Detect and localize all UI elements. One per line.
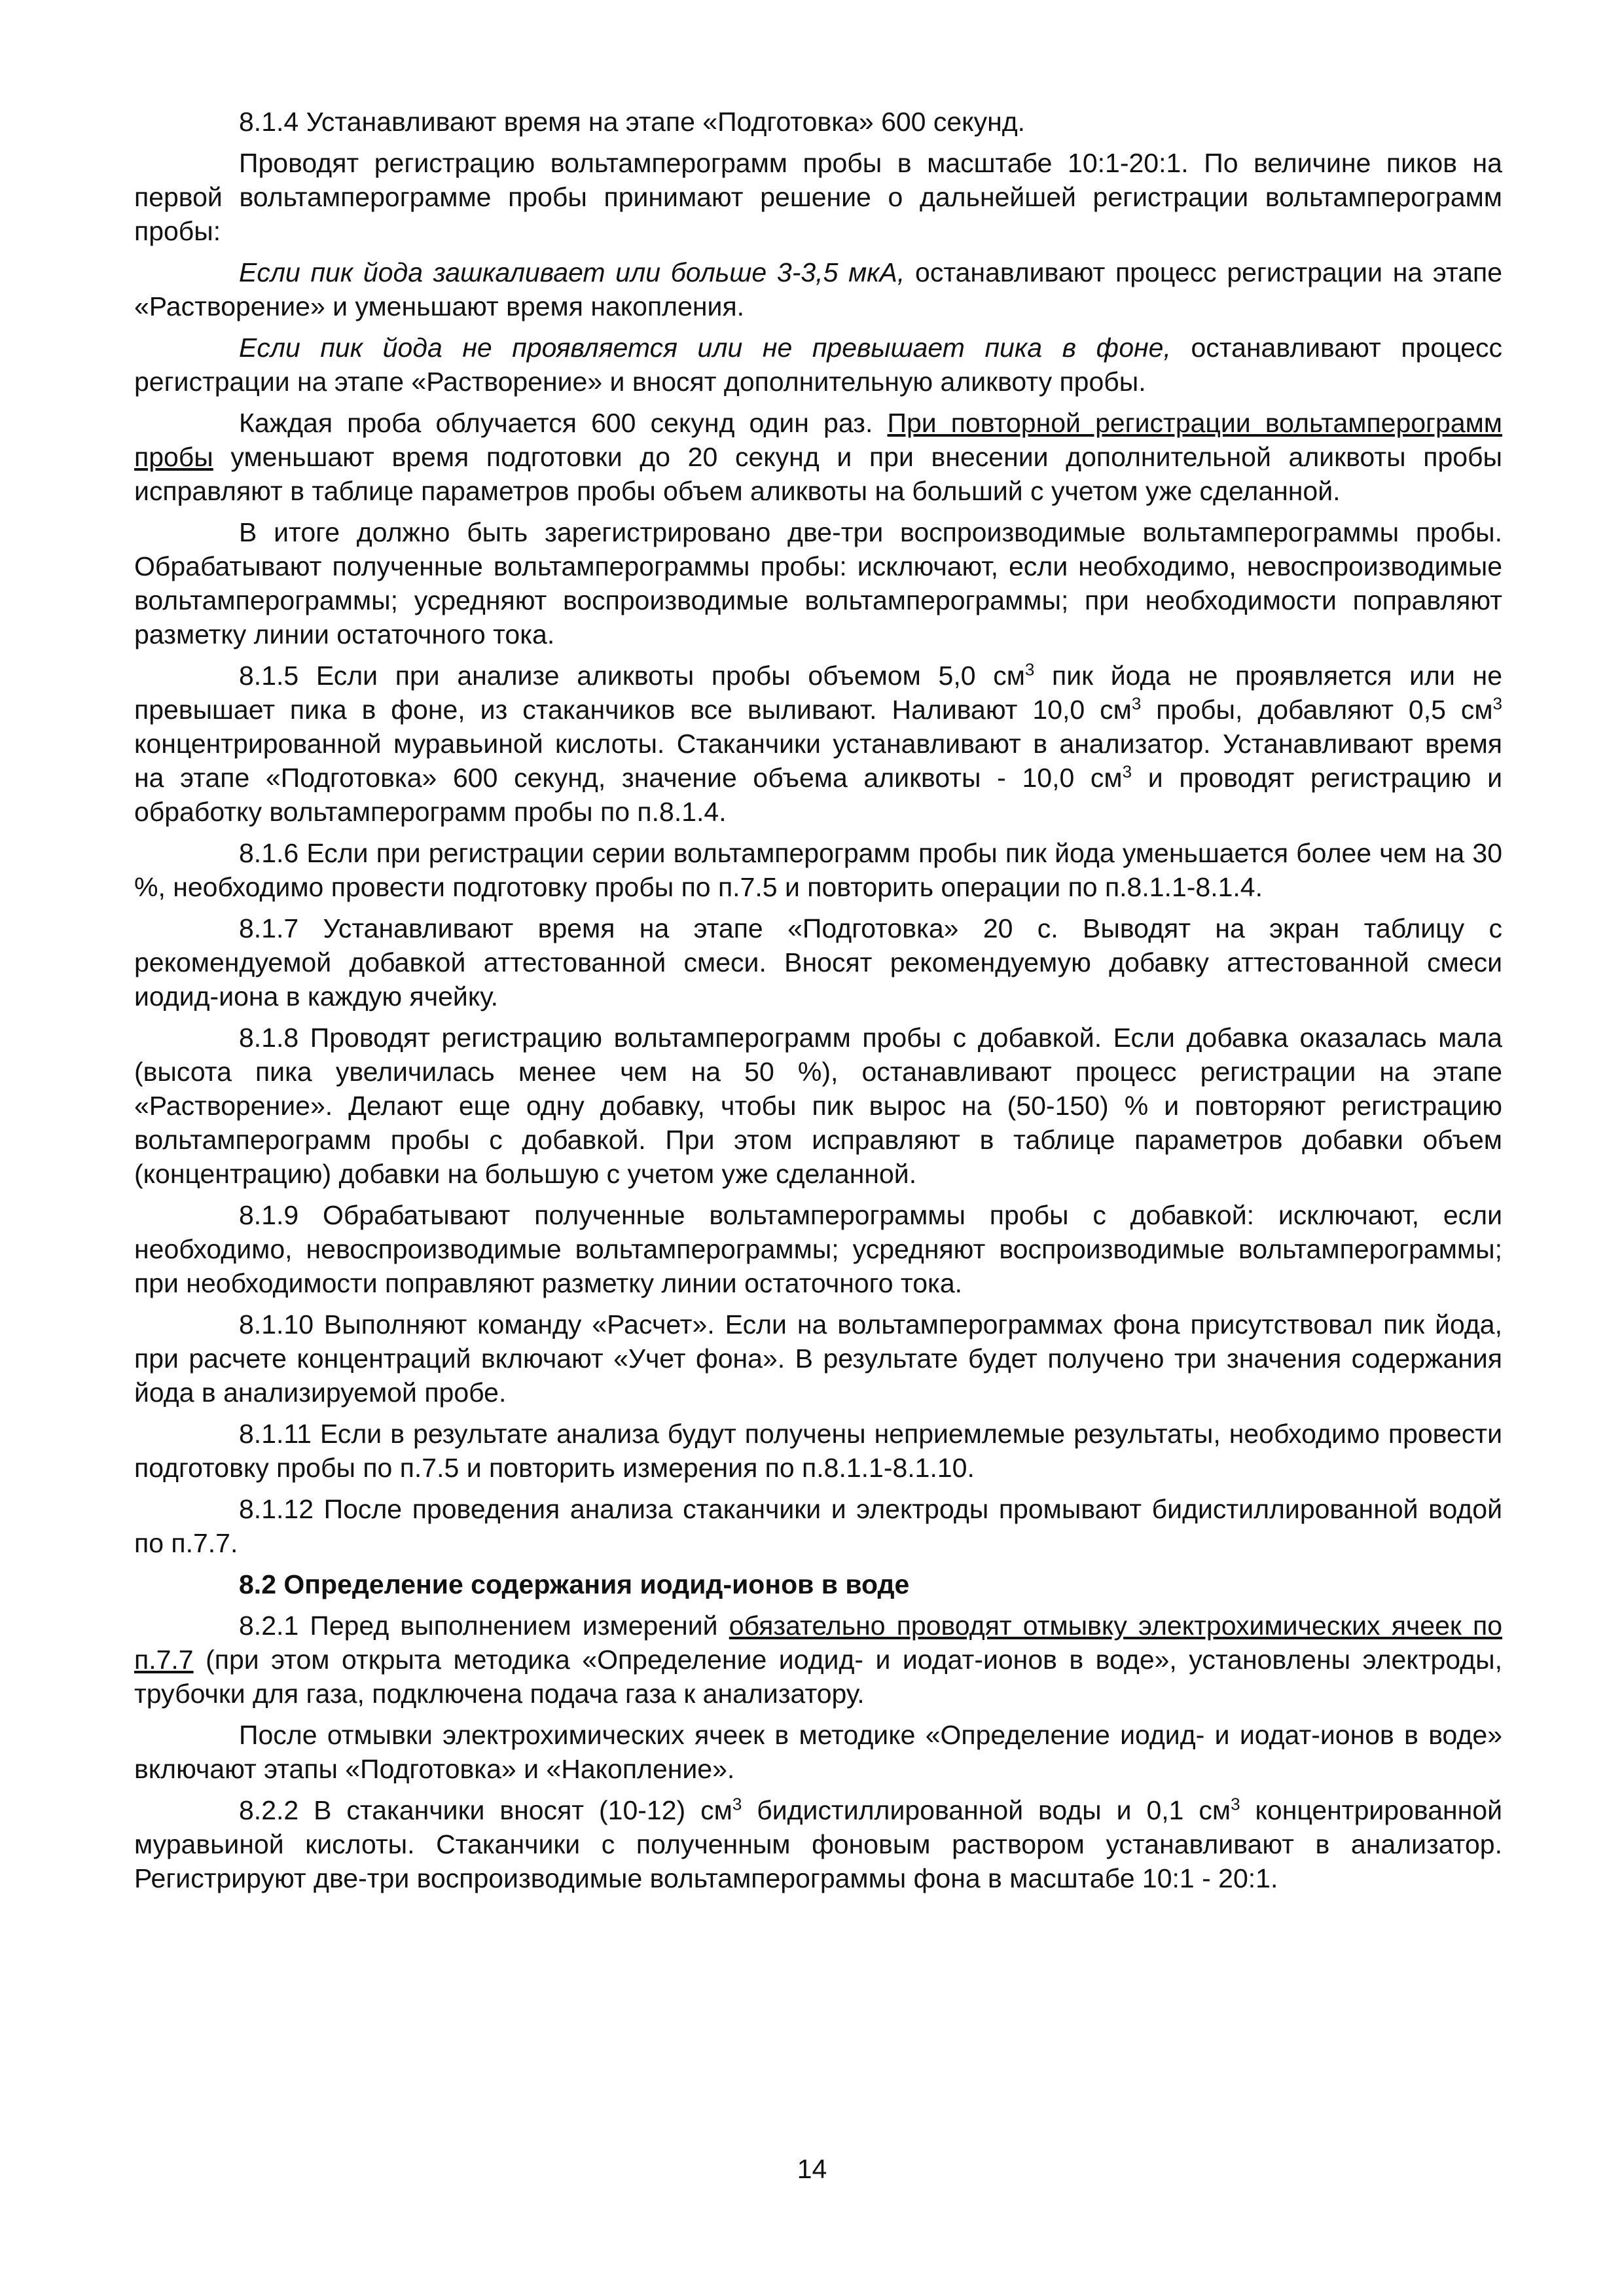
paragraph-each-sample [134,406,1502,508]
superscript: 3 [1024,659,1035,680]
document-page [134,105,1502,1903]
paragraph-8-1-8: 8.1.8 Проводят регистрацию вольтамперограмм пробы с добавкой. Если добавка оказалась мала (высота пика увеличилась менее чем на 50 %), останавливают процесс регистрации на этапе «Растворение». Делают еще одну добавку, чтобы пик вырос на (50-150) % и повторяют регистрацию вольтамперограмм пробы с добавкой. При этом исправляют в таблице параметров добавки объем (концентрацию) добавки на большую с учетом уже сделанной. [134,1023,1502,1189]
action-text: останавливают процесс регистрации на этапе «Растворение» и вносят дополнительную аликвоту пробы. [134,333,1502,397]
action-text: останавливают процесс регистрации на этапе «Растворение» и уменьшают время накопления. [134,257,1503,321]
paragraph-8-1-4: 8.1.4 Устанавливают время на этапе «Подготовка» 600 секунд. [239,107,1026,137]
underlined-text: При повторной регистрации вольтамперограмм пробы [134,408,1502,472]
text-run: пик йода не проявляется или не превышает пика в фоне, из стаканчиков все выливают. Наливают 10,0 см [134,661,1503,725]
superscript: 3 [1231,1794,1240,1814]
superscript: 3 [732,1794,742,1814]
paragraph-8-1-5 [134,659,1502,829]
condition-text: Если пик йода не проявляется или не превышает пика в фоне, [239,333,1171,363]
text-run: пробы, добавляют 0,5 см [1141,695,1493,725]
paragraph-result: В итоге должно быть зарегистрировано две-три воспроизводимые вольтамперограммы пробы. Обрабатывают полученные вольтамперограммы пробы: исключают, если необходимо, невоспроизводимые вольтамперограммы; усредняют воспроизводимые вольтамперограммы; при необходимости поправляют разметку линии остаточного тока. [134,517,1502,649]
paragraph-8-1-10: 8.1.10 Выполняют команду «Расчет». Если на вольтамперограммах фона присутствовал пик йода, при расчете концентраций включают «Учет фона». В результате будет получено три значения содержания йода в анализируемой пробе. [134,1309,1502,1408]
text-run: концентрированной муравьиной кислоты. Стаканчики устанавливают в анализатор. Устанавливают время на этапе «Подготовка» 600 секунд, значение объема аликвоты - 10,0 см [134,729,1502,793]
paragraph-if-peak-absent [134,331,1502,399]
section-heading-8-2: 8.2 Определение содержания иодид-ионов в воде [239,1569,910,1599]
paragraph-8-1-11: 8.1.11 Если в результате анализа будут получены неприемлемые результаты, необходимо провести подготовку пробы по п.7.5 и повторить измерения по п.8.1.1-8.1.10. [134,1419,1502,1483]
text-run: бидистиллированной воды и 0,1 см [742,1795,1231,1825]
superscript: 3 [1131,693,1142,714]
condition-text: Если пик йода зашкаливает или больше 3-3,5 мкА, [239,257,905,287]
text-run: Каждая проба облучается 600 секунд один раз. [239,408,888,438]
paragraph-8-2-2 [134,1793,1502,1895]
paragraph-8-1-7: 8.1.7 Устанавливают время на этапе «Подготовка» 20 с. Выводят на экран таблицу с рекомендуемой добавкой аттестованной смеси. Вносят рекомендуемую добавку аттестованной смеси иодид-иона в каждую ячейку. [134,913,1502,1011]
text-run: (при этом открыта методика «Определение иодид- и иодат-ионов в воде», установлены электроды, трубочки для газа, подключена подача газа к анализатору. [134,1645,1502,1709]
paragraph-8-1-6: 8.1.6 Если при регистрации серии вольтамперограмм пробы пик йода уменьшается более чем на 30 %, необходимо провести подготовку пробы по п.7.5 и повторить операции по п.8.1.1-8.1.4. [134,838,1502,902]
text-run: 8.2.2 В стаканчики вносят (10-12) см [239,1795,732,1825]
paragraph-8-1-12: 8.1.12 После проведения анализа стаканчики и электроды промывают бидистиллированной водой по п.7.7. [134,1494,1502,1558]
paragraph-if-peak-overload [134,255,1502,323]
paragraph-8-2-1 [134,1609,1502,1711]
text-run: 8.1.5 Если при анализе аликвоты пробы объемом 5,0 см [239,661,1025,691]
paragraph-registration: Проводят регистрацию вольтамперограмм пробы в масштабе 10:1-20:1. По величине пиков на первой вольтамперограмме пробы принимают решение о дальнейшей регистрации вольтамперограмм пробы: [134,148,1502,246]
text-run: и проводят регистрацию и обработку вольтамперограмм пробы по п.8.1.4. [134,763,1502,827]
underlined-text: обязательно проводят отмывку электрохимических ячеек по п.7.7 [134,1611,1502,1675]
superscript: 3 [1492,693,1502,714]
text-run: 8.2.1 Перед выполнением измерений [239,1611,729,1641]
paragraph-8-1-9: 8.1.9 Обрабатывают полученные вольтамперограммы пробы с добавкой: исключают, если необходимо, невоспроизводимые вольтамперограммы; усредняют воспроизводимые вольтамперограммы; при необходимости поправляют разметку линии остаточного тока. [134,1200,1502,1298]
paragraph-after-wash: После отмывки электрохимических ячеек в методике «Определение иодид- и иодат-ионов в воде» включают этапы «Подготовка» и «Накопление». [134,1720,1502,1784]
text-run: концентрированной муравьиной кислоты. Стаканчики с полученным фоновым раствором устанавливают в анализатор. Регистрируют две-три воспроизводимые вольтамперограммы фона в масштабе 10:1 - 20:1. [134,1795,1502,1893]
superscript: 3 [1122,761,1132,782]
page-number: 14 [797,2154,827,2184]
text-run: уменьшают время подготовки до 20 секунд и при внесении дополнительной аликвоты пробы исправляют в таблице параметров пробы объем аликвоты на больший с учетом уже сделанной. [134,442,1502,506]
